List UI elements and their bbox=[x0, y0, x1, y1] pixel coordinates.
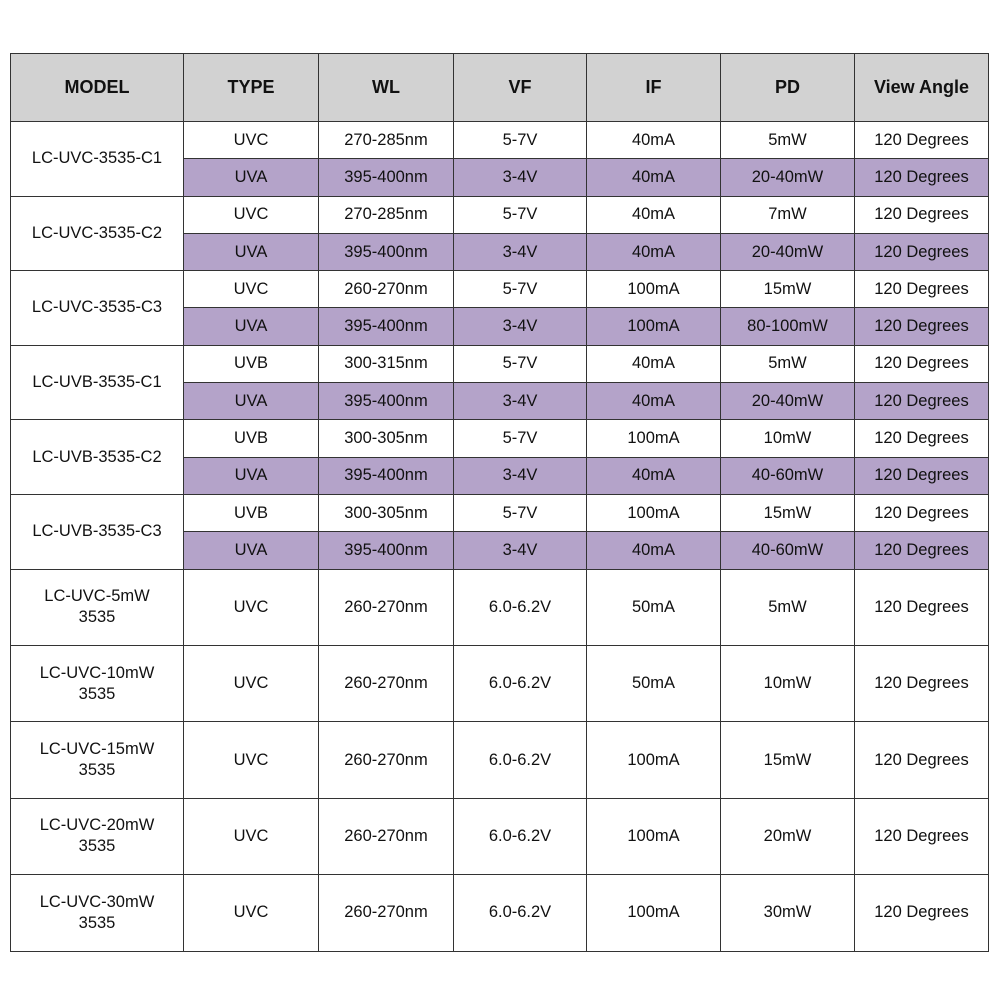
wl-cell: 260-270nm bbox=[319, 722, 454, 798]
table-row bbox=[11, 875, 989, 951]
table-row bbox=[11, 271, 989, 308]
wl-cell: 395-400nm bbox=[319, 532, 454, 569]
type-cell: UVA bbox=[184, 457, 319, 494]
pd-cell: 10mW bbox=[721, 645, 855, 721]
vf-cell: 5-7V bbox=[454, 420, 587, 457]
model-cell bbox=[11, 722, 184, 798]
model-name-line: 3535 bbox=[78, 913, 116, 932]
table-row bbox=[11, 569, 989, 645]
type-cell: UVC bbox=[184, 722, 319, 798]
vf-cell: 5-7V bbox=[454, 345, 587, 382]
wl-cell: 260-270nm bbox=[319, 569, 454, 645]
table-row bbox=[11, 420, 989, 457]
if-cell: 100mA bbox=[587, 875, 721, 951]
type-cell: UVA bbox=[184, 308, 319, 345]
model-name-line: LC-UVC-20mW bbox=[39, 816, 155, 835]
if-cell: 100mA bbox=[587, 420, 721, 457]
type-cell: UVC bbox=[184, 569, 319, 645]
type-cell: UVA bbox=[184, 532, 319, 569]
view-angle-cell: 120 Degrees bbox=[855, 798, 989, 874]
model-name-line: LC-UVC-10mW bbox=[39, 663, 155, 682]
led-spec-table bbox=[10, 53, 989, 952]
table-row bbox=[11, 722, 989, 798]
if-cell: 40mA bbox=[587, 532, 721, 569]
vf-cell: 3-4V bbox=[454, 383, 587, 420]
view-angle-cell: 120 Degrees bbox=[855, 308, 989, 345]
vf-cell: 3-4V bbox=[454, 532, 587, 569]
model-name-line: LC-UVC-30mW bbox=[39, 892, 155, 911]
if-cell: 100mA bbox=[587, 308, 721, 345]
pd-cell: 15mW bbox=[721, 271, 855, 308]
if-cell: 50mA bbox=[587, 645, 721, 721]
wl-cell: 395-400nm bbox=[319, 457, 454, 494]
if-cell: 100mA bbox=[587, 271, 721, 308]
if-cell: 40mA bbox=[587, 196, 721, 233]
type-cell: UVC bbox=[184, 122, 319, 159]
header-model: MODEL bbox=[11, 54, 184, 122]
vf-cell: 6.0-6.2V bbox=[454, 798, 587, 874]
table-row bbox=[11, 345, 989, 382]
pd-cell: 40-60mW bbox=[721, 457, 855, 494]
view-angle-cell: 120 Degrees bbox=[855, 494, 989, 531]
header-vf: VF bbox=[454, 54, 587, 122]
wl-cell: 300-305nm bbox=[319, 420, 454, 457]
model-cell bbox=[11, 798, 184, 874]
vf-cell: 3-4V bbox=[454, 457, 587, 494]
wl-cell: 260-270nm bbox=[319, 645, 454, 721]
vf-cell: 6.0-6.2V bbox=[454, 569, 587, 645]
model-name-line: LC-UVC-3535-C1 bbox=[31, 149, 163, 168]
view-angle-cell: 120 Degrees bbox=[855, 875, 989, 951]
wl-cell: 300-305nm bbox=[319, 494, 454, 531]
wl-cell: 260-270nm bbox=[319, 798, 454, 874]
wl-cell: 260-270nm bbox=[319, 875, 454, 951]
view-angle-cell: 120 Degrees bbox=[855, 159, 989, 196]
view-angle-cell: 120 Degrees bbox=[855, 271, 989, 308]
view-angle-cell: 120 Degrees bbox=[855, 569, 989, 645]
type-cell: UVB bbox=[184, 345, 319, 382]
type-cell: UVC bbox=[184, 196, 319, 233]
type-cell: UVA bbox=[184, 159, 319, 196]
pd-cell: 20mW bbox=[721, 798, 855, 874]
vf-cell: 6.0-6.2V bbox=[454, 722, 587, 798]
type-cell: UVC bbox=[184, 271, 319, 308]
pd-cell: 20-40mW bbox=[721, 159, 855, 196]
model-cell bbox=[11, 494, 184, 569]
view-angle-cell: 120 Degrees bbox=[855, 645, 989, 721]
view-angle-cell: 120 Degrees bbox=[855, 532, 989, 569]
view-angle-cell: 120 Degrees bbox=[855, 420, 989, 457]
type-cell: UVA bbox=[184, 383, 319, 420]
model-name-line: LC-UVC-3535-C3 bbox=[31, 298, 163, 317]
model-name-line: LC-UVC-15mW bbox=[39, 740, 155, 759]
vf-cell: 3-4V bbox=[454, 308, 587, 345]
model-cell bbox=[11, 196, 184, 271]
model-name-line: 3535 bbox=[78, 837, 116, 856]
model-cell bbox=[11, 875, 184, 951]
model-name-line: LC-UVB-3535-C2 bbox=[32, 447, 162, 466]
if-cell: 40mA bbox=[587, 122, 721, 159]
table-body bbox=[11, 122, 989, 952]
header-type: TYPE bbox=[184, 54, 319, 122]
view-angle-cell: 120 Degrees bbox=[855, 457, 989, 494]
table-row bbox=[11, 196, 989, 233]
table-row bbox=[11, 645, 989, 721]
pd-cell: 20-40mW bbox=[721, 233, 855, 270]
model-name-line: LC-UVC-3535-C2 bbox=[31, 223, 163, 242]
header-pd: PD bbox=[721, 54, 855, 122]
pd-cell: 20-40mW bbox=[721, 383, 855, 420]
vf-cell: 3-4V bbox=[454, 159, 587, 196]
pd-cell: 15mW bbox=[721, 494, 855, 531]
wl-cell: 270-285nm bbox=[319, 196, 454, 233]
wl-cell: 395-400nm bbox=[319, 233, 454, 270]
model-cell bbox=[11, 569, 184, 645]
type-cell: UVC bbox=[184, 645, 319, 721]
vf-cell: 5-7V bbox=[454, 122, 587, 159]
pd-cell: 5mW bbox=[721, 122, 855, 159]
model-name-line: LC-UVC-5mW bbox=[44, 587, 150, 606]
vf-cell: 5-7V bbox=[454, 271, 587, 308]
model-cell bbox=[11, 420, 184, 495]
view-angle-cell: 120 Degrees bbox=[855, 233, 989, 270]
vf-cell: 6.0-6.2V bbox=[454, 875, 587, 951]
if-cell: 40mA bbox=[587, 383, 721, 420]
vf-cell: 5-7V bbox=[454, 196, 587, 233]
model-cell bbox=[11, 271, 184, 346]
type-cell: UVB bbox=[184, 420, 319, 457]
header-view-angle: View Angle bbox=[855, 54, 989, 122]
view-angle-cell: 120 Degrees bbox=[855, 196, 989, 233]
model-cell bbox=[11, 645, 184, 721]
view-angle-cell: 120 Degrees bbox=[855, 122, 989, 159]
vf-cell: 3-4V bbox=[454, 233, 587, 270]
wl-cell: 395-400nm bbox=[319, 383, 454, 420]
wl-cell: 395-400nm bbox=[319, 308, 454, 345]
view-angle-cell: 120 Degrees bbox=[855, 383, 989, 420]
view-angle-cell: 120 Degrees bbox=[855, 345, 989, 382]
model-cell bbox=[11, 345, 184, 420]
if-cell: 40mA bbox=[587, 159, 721, 196]
wl-cell: 260-270nm bbox=[319, 271, 454, 308]
header-row bbox=[11, 54, 989, 122]
if-cell: 100mA bbox=[587, 722, 721, 798]
header-if: IF bbox=[587, 54, 721, 122]
table-header bbox=[11, 54, 989, 122]
pd-cell: 7mW bbox=[721, 196, 855, 233]
table-row bbox=[11, 122, 989, 159]
model-cell bbox=[11, 122, 184, 197]
type-cell: UVB bbox=[184, 494, 319, 531]
if-cell: 50mA bbox=[587, 569, 721, 645]
wl-cell: 270-285nm bbox=[319, 122, 454, 159]
wl-cell: 395-400nm bbox=[319, 159, 454, 196]
if-cell: 100mA bbox=[587, 798, 721, 874]
pd-cell: 15mW bbox=[721, 722, 855, 798]
if-cell: 40mA bbox=[587, 345, 721, 382]
pd-cell: 30mW bbox=[721, 875, 855, 951]
model-name-line: 3535 bbox=[78, 684, 116, 703]
pd-cell: 80-100mW bbox=[721, 308, 855, 345]
if-cell: 40mA bbox=[587, 457, 721, 494]
if-cell: 40mA bbox=[587, 233, 721, 270]
vf-cell: 5-7V bbox=[454, 494, 587, 531]
type-cell: UVA bbox=[184, 233, 319, 270]
model-name-line: 3535 bbox=[78, 608, 116, 627]
vf-cell: 6.0-6.2V bbox=[454, 645, 587, 721]
model-name-line: LC-UVB-3535-C1 bbox=[32, 373, 162, 392]
if-cell: 100mA bbox=[587, 494, 721, 531]
table-row bbox=[11, 798, 989, 874]
header-wl: WL bbox=[319, 54, 454, 122]
pd-cell: 40-60mW bbox=[721, 532, 855, 569]
type-cell: UVC bbox=[184, 798, 319, 874]
pd-cell: 10mW bbox=[721, 420, 855, 457]
view-angle-cell: 120 Degrees bbox=[855, 722, 989, 798]
model-name-line: LC-UVB-3535-C3 bbox=[32, 522, 162, 541]
table-row bbox=[11, 494, 989, 531]
wl-cell: 300-315nm bbox=[319, 345, 454, 382]
pd-cell: 5mW bbox=[721, 569, 855, 645]
type-cell: UVC bbox=[184, 875, 319, 951]
pd-cell: 5mW bbox=[721, 345, 855, 382]
model-name-line: 3535 bbox=[78, 761, 116, 780]
